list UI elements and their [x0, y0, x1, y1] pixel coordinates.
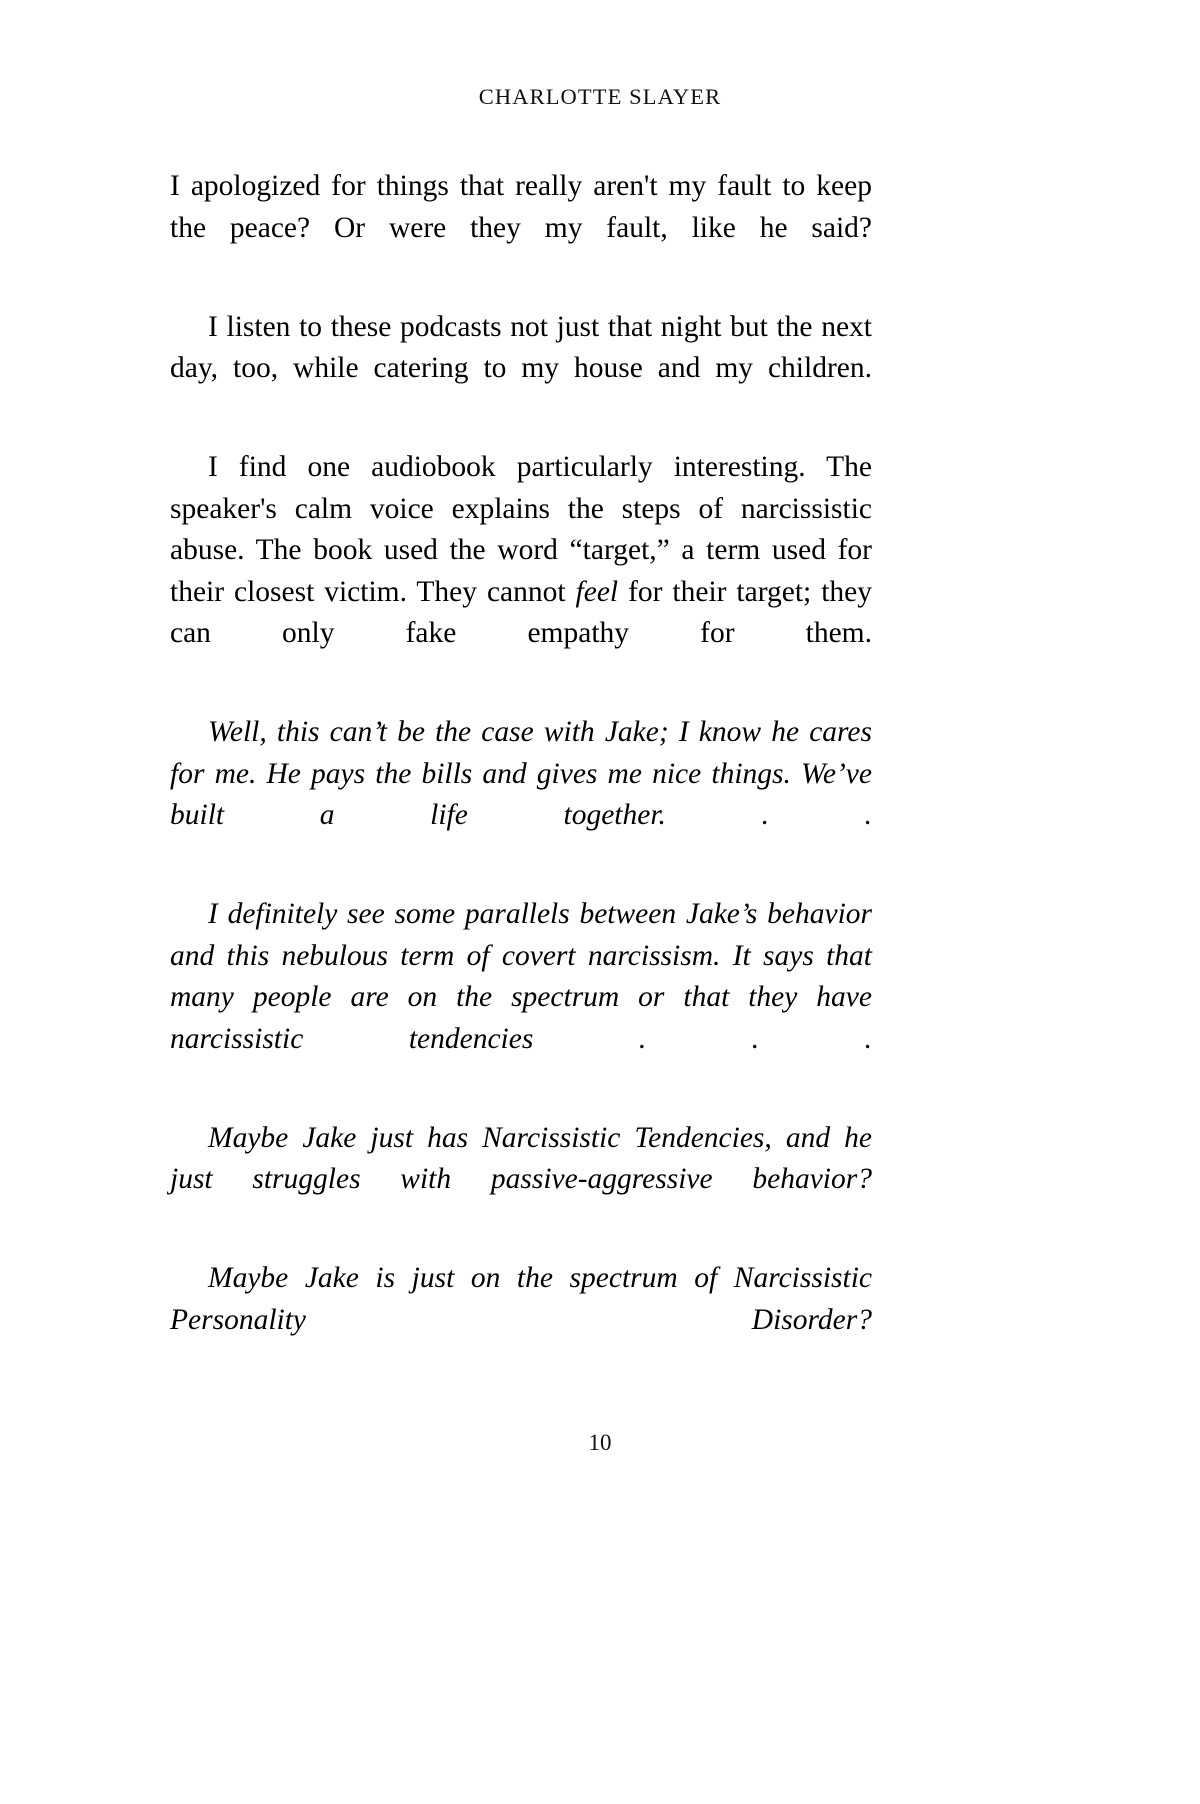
paragraph-2: I listen to these podcasts not just that night but the next day, too, while catering to my house and my children.	[170, 310, 872, 384]
running-head: CHARLOTTE SLAYER	[478, 84, 722, 109]
paragraph-5: I definitely see some parallels between Jake’s behavior and this nebulous term of covert narcissism. It says that many people are on the spectrum or that they have narcissistic tendencies . . .	[170, 898, 872, 1055]
paragraph-7: Maybe Jake is just on the spectrum of Narcissistic Personality Disorder?	[170, 1262, 872, 1336]
paragraph-3-text-after-italic: for their target; they can only fake empathy for them.	[170, 575, 872, 649]
paragraph-4: Well, this can’t be the case with Jake; I know he cares for me. He pays the bills and gives me nice things. We’ve built a life together. . .	[170, 716, 872, 831]
paragraph-1: I apologized for things that really aren't my fault to keep the peace? Or were they my fault, like he said?	[170, 170, 872, 244]
body-text-block	[170, 166, 872, 1383]
paragraph-3-text-before-italic: I find one audiobook particularly interesting. The speaker's calm voice explains the steps of narcissistic abuse. The book used the word “target,” a term used for their closest victim. They cannot	[170, 451, 872, 608]
paragraph-3	[170, 447, 872, 696]
page-number: 10	[588, 1430, 612, 1455]
paragraph-3-italic-emphasis: feel	[575, 575, 619, 608]
paragraph-6: Maybe Jake just has Narcissistic Tendencies, and he just struggles with passive-aggressive behavior?	[170, 1121, 872, 1195]
